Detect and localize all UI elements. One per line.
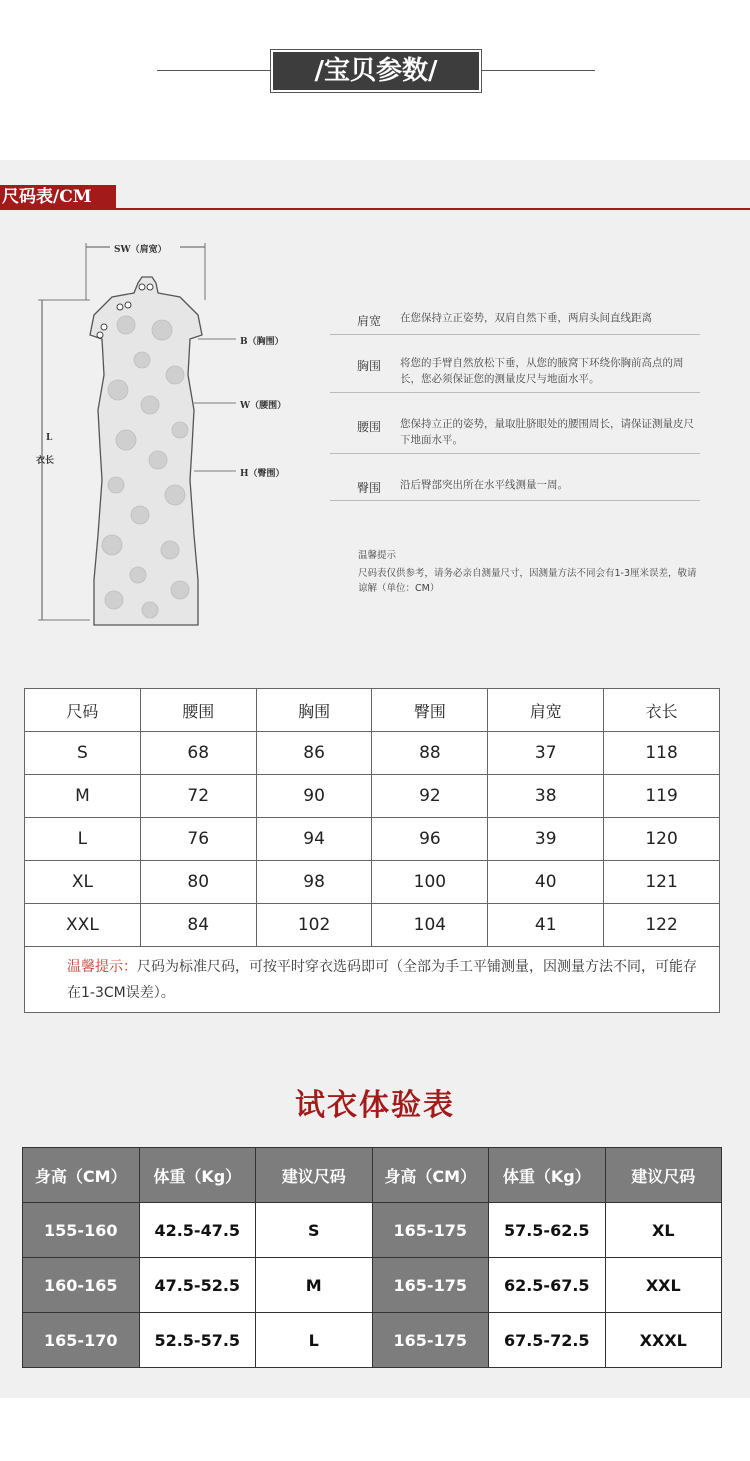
table-cell: 42.5-47.5: [139, 1203, 256, 1258]
table-cell: 165-175: [372, 1313, 489, 1368]
length-label: L: [46, 433, 53, 443]
table-cell: 160-165: [23, 1258, 140, 1313]
table-cell: XXXL: [605, 1313, 722, 1368]
header-title-box: [270, 49, 482, 93]
table-row: [25, 861, 720, 904]
column-header: 胸围: [256, 689, 372, 732]
column-header: 尺码: [25, 689, 141, 732]
table-cell: 98: [256, 861, 372, 904]
guide-item: 臀围 沿后臀部突出所在水平线测量一周。: [330, 473, 700, 501]
tryon-title: 试衣体验表: [295, 1088, 455, 1123]
table-cell: 86: [256, 732, 372, 775]
table-cell: 80: [140, 861, 256, 904]
table-cell: 76: [140, 818, 256, 861]
table-cell: 41: [488, 904, 604, 947]
guide-item: 腰围 您保持立正的姿势，量取肚脐眼处的腰围周长，请保证测量皮尺下地面水平。: [330, 411, 700, 454]
table-cell: 39: [488, 818, 604, 861]
table-row: [25, 904, 720, 947]
table-cell: 118: [604, 732, 720, 775]
header-banner: [0, 0, 750, 160]
table-cell: 104: [372, 904, 488, 947]
guide-item: 肩宽 在您保持立正姿势，双肩自然下垂，两肩头间直线距离: [330, 305, 700, 335]
size-table-note: [25, 947, 720, 1013]
size-table-header: [25, 689, 720, 732]
column-header: 臀围: [372, 689, 488, 732]
table-cell: 92: [372, 775, 488, 818]
tryon-table: [22, 1147, 722, 1368]
table-row: [23, 1258, 722, 1313]
table-cell: 102: [256, 904, 372, 947]
table-cell: 38: [488, 775, 604, 818]
column-header: 肩宽: [488, 689, 604, 732]
hip-label: H（臀围）: [240, 469, 285, 479]
header-rule-left: [157, 70, 270, 71]
column-header: 建议尺码: [605, 1148, 722, 1203]
table-cell: 88: [372, 732, 488, 775]
table-cell: 121: [604, 861, 720, 904]
column-header: 体重（Kg）: [139, 1148, 256, 1203]
table-cell: S: [25, 732, 141, 775]
column-header: 身高（CM）: [23, 1148, 140, 1203]
table-cell: XL: [25, 861, 141, 904]
header-rule-right: [482, 70, 595, 71]
size-table-note-row: [25, 947, 720, 1013]
waist-label: W（腰围）: [240, 401, 287, 411]
table-cell: 94: [256, 818, 372, 861]
column-header: 建议尺码: [256, 1148, 373, 1203]
table-cell: 72: [140, 775, 256, 818]
column-header: 身高（CM）: [372, 1148, 489, 1203]
table-cell: 90: [256, 775, 372, 818]
table-cell: 62.5-67.5: [489, 1258, 606, 1313]
table-cell: 47.5-52.5: [139, 1258, 256, 1313]
dress-figure: [30, 235, 320, 635]
table-cell: 37: [488, 732, 604, 775]
bust-label: B（胸围）: [240, 337, 284, 347]
tryon-table-header: [23, 1148, 722, 1203]
guide-item: 胸围 将您的手臂自然放松下垂，从您的腋窝下环绕你胸前高点的周长，您必须保证您的测量皮尺与地面水平。: [330, 350, 700, 393]
table-cell: 67.5-72.5: [489, 1313, 606, 1368]
table-cell: 57.5-62.5: [489, 1203, 606, 1258]
table-cell: S: [256, 1203, 373, 1258]
table-cell: 52.5-57.5: [139, 1313, 256, 1368]
column-header: 腰围: [140, 689, 256, 732]
table-cell: 40: [488, 861, 604, 904]
table-cell: 68: [140, 732, 256, 775]
table-cell: 122: [604, 904, 720, 947]
table-row: [25, 818, 720, 861]
table-cell: 84: [140, 904, 256, 947]
size-table: [24, 688, 720, 1013]
table-cell: L: [25, 818, 141, 861]
measure-tips: [358, 548, 698, 596]
table-cell: 155-160: [23, 1203, 140, 1258]
table-cell: 165-175: [372, 1258, 489, 1313]
note-label: 温馨提示：: [67, 958, 137, 975]
table-row: [25, 732, 720, 775]
table-cell: M: [25, 775, 141, 818]
table-cell: XL: [605, 1203, 722, 1258]
table-row: [23, 1313, 722, 1368]
table-row: [25, 775, 720, 818]
table-cell: XXL: [605, 1258, 722, 1313]
size-chart-rule: [0, 208, 750, 210]
table-cell: 165-175: [372, 1203, 489, 1258]
table-cell: 100: [372, 861, 488, 904]
qipao-dress-illustration: [30, 235, 320, 635]
table-cell: L: [256, 1313, 373, 1368]
column-header: 衣长: [604, 689, 720, 732]
table-row: [23, 1203, 722, 1258]
tips-title: 温馨提示: [358, 550, 397, 561]
table-cell: 119: [604, 775, 720, 818]
table-cell: 120: [604, 818, 720, 861]
table-cell: 96: [372, 818, 488, 861]
table-cell: XXL: [25, 904, 141, 947]
column-header: 体重（Kg）: [489, 1148, 606, 1203]
length-cn-label: 衣长: [36, 456, 55, 466]
page-title: /宝贝参数/: [273, 52, 479, 90]
tips-text: 尺码表仅供参考，请务必亲自测量尺寸，因测量方法不同会有1-3厘米误差，敬请谅解（单位：CM）: [358, 568, 697, 594]
table-cell: 165-170: [23, 1313, 140, 1368]
shoulder-width-label: SW（肩宽）: [114, 245, 167, 255]
size-panel: [0, 160, 750, 1398]
size-chart-tab: 尺码表/CM: [0, 185, 116, 209]
table-cell: M: [256, 1258, 373, 1313]
note-text: 尺码为标准尺码，可按平时穿衣选码即可（全部为手工平铺测量，因测量方法不同，可能存在1-3CM误差）。: [67, 958, 697, 1001]
